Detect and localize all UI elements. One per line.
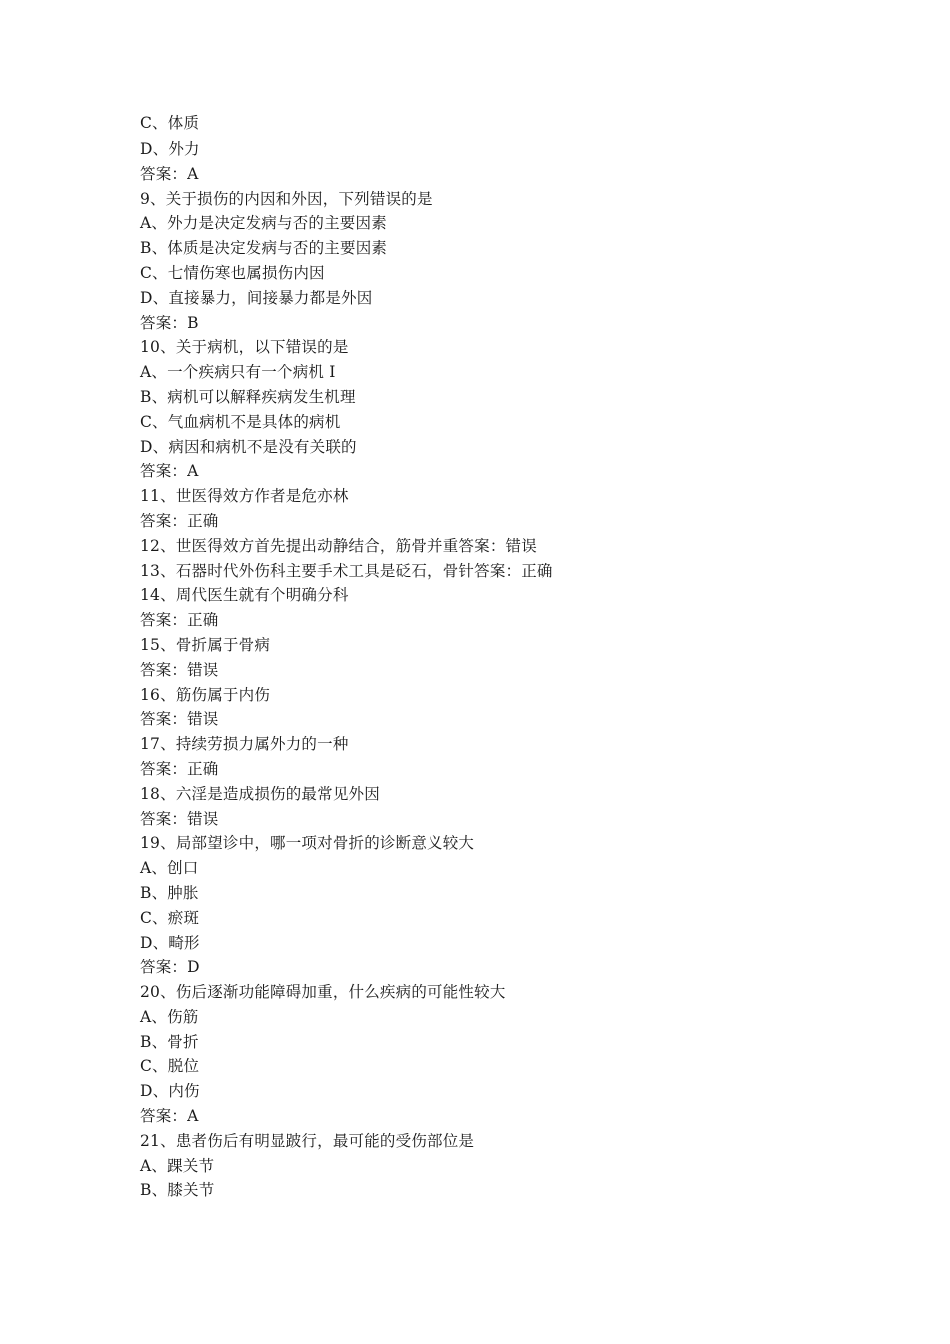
text-line: 18、六淫是造成损伤的最常见外因 (140, 784, 380, 803)
text-line: 17、持续劳损力属外力的一种 (140, 735, 349, 754)
text-line: 15、骨折属于骨病 (140, 635, 271, 654)
text-line: B、骨折 (140, 1032, 199, 1051)
text-line: C、体质 (140, 114, 200, 132)
text-line: 答案：正确 (140, 759, 219, 778)
text-line: 14、周代医生就有个明确分科 (140, 586, 349, 605)
text-line: D、病因和病机不是没有关联的 (140, 437, 357, 456)
text-line: 16、筋伤属于内伤 (140, 685, 271, 704)
text-line: A、创口 (140, 859, 199, 878)
text-line: A、外力是决定发病与否的主要因素 (140, 214, 387, 233)
text-line: D、畸形 (140, 933, 200, 952)
text-line: A、一个疾病只有一个病机 I (140, 363, 336, 382)
text-line: 19、局部望诊中，哪一项对骨折的诊断意义较大 (140, 834, 475, 853)
text-line: A、伤筋 (140, 1007, 199, 1026)
text-line: 12、世医得效方首先提出动静结合，筋骨并重答案：错误 (140, 536, 537, 555)
text-line: A、踝关节 (140, 1156, 215, 1175)
text-line: 21、患者伤后有明显跛行，最可能的受伤部位是 (140, 1131, 475, 1150)
text-line: 答案：正确 (140, 511, 219, 530)
text-line: C、七情伤寒也属损伤内因 (140, 263, 325, 282)
text-line: 9、关于损伤的内因和外因，下列错误的是 (140, 189, 433, 208)
text-line: C、瘀斑 (140, 908, 200, 927)
text-line: 答案：错误 (140, 660, 219, 679)
text-line: D、外力 (140, 140, 200, 158)
text-line: 答案：D (140, 958, 200, 977)
text-line: D、直接暴力，间接暴力都是外因 (140, 288, 373, 307)
text-line: 答案：B (140, 313, 199, 332)
text-line: 13、石器时代外伤科主要手术工具是砭石，骨针答案：正确 (140, 561, 553, 580)
text-line: C、脱位 (140, 1057, 200, 1076)
text-line: 答案：A (140, 462, 199, 481)
text-line: 20、伤后逐渐功能障碍加重，什么疾病的可能性较大 (140, 983, 506, 1002)
text-line: 10、关于病机，以下错误的是 (140, 338, 349, 357)
text-line: B、体质是决定发病与否的主要因素 (140, 239, 388, 258)
text-line: B、肿胀 (140, 883, 199, 902)
text-line: 答案：正确 (140, 611, 219, 630)
text-line: D、内伤 (140, 1082, 200, 1101)
text-line: B、膝关节 (140, 1181, 215, 1200)
document-body (140, 110, 840, 1203)
text-line: 11、世医得效方作者是危亦林 (140, 487, 349, 506)
text-line: 答案：错误 (140, 710, 219, 729)
text-line: 答案：错误 (140, 809, 219, 828)
text-line: B、病机可以解释疾病发生机理 (140, 387, 356, 406)
text-line: 答案：A (140, 1107, 199, 1126)
text-line: C、气血病机不是具体的病机 (140, 412, 341, 431)
text-line: 答案：A (140, 164, 199, 183)
